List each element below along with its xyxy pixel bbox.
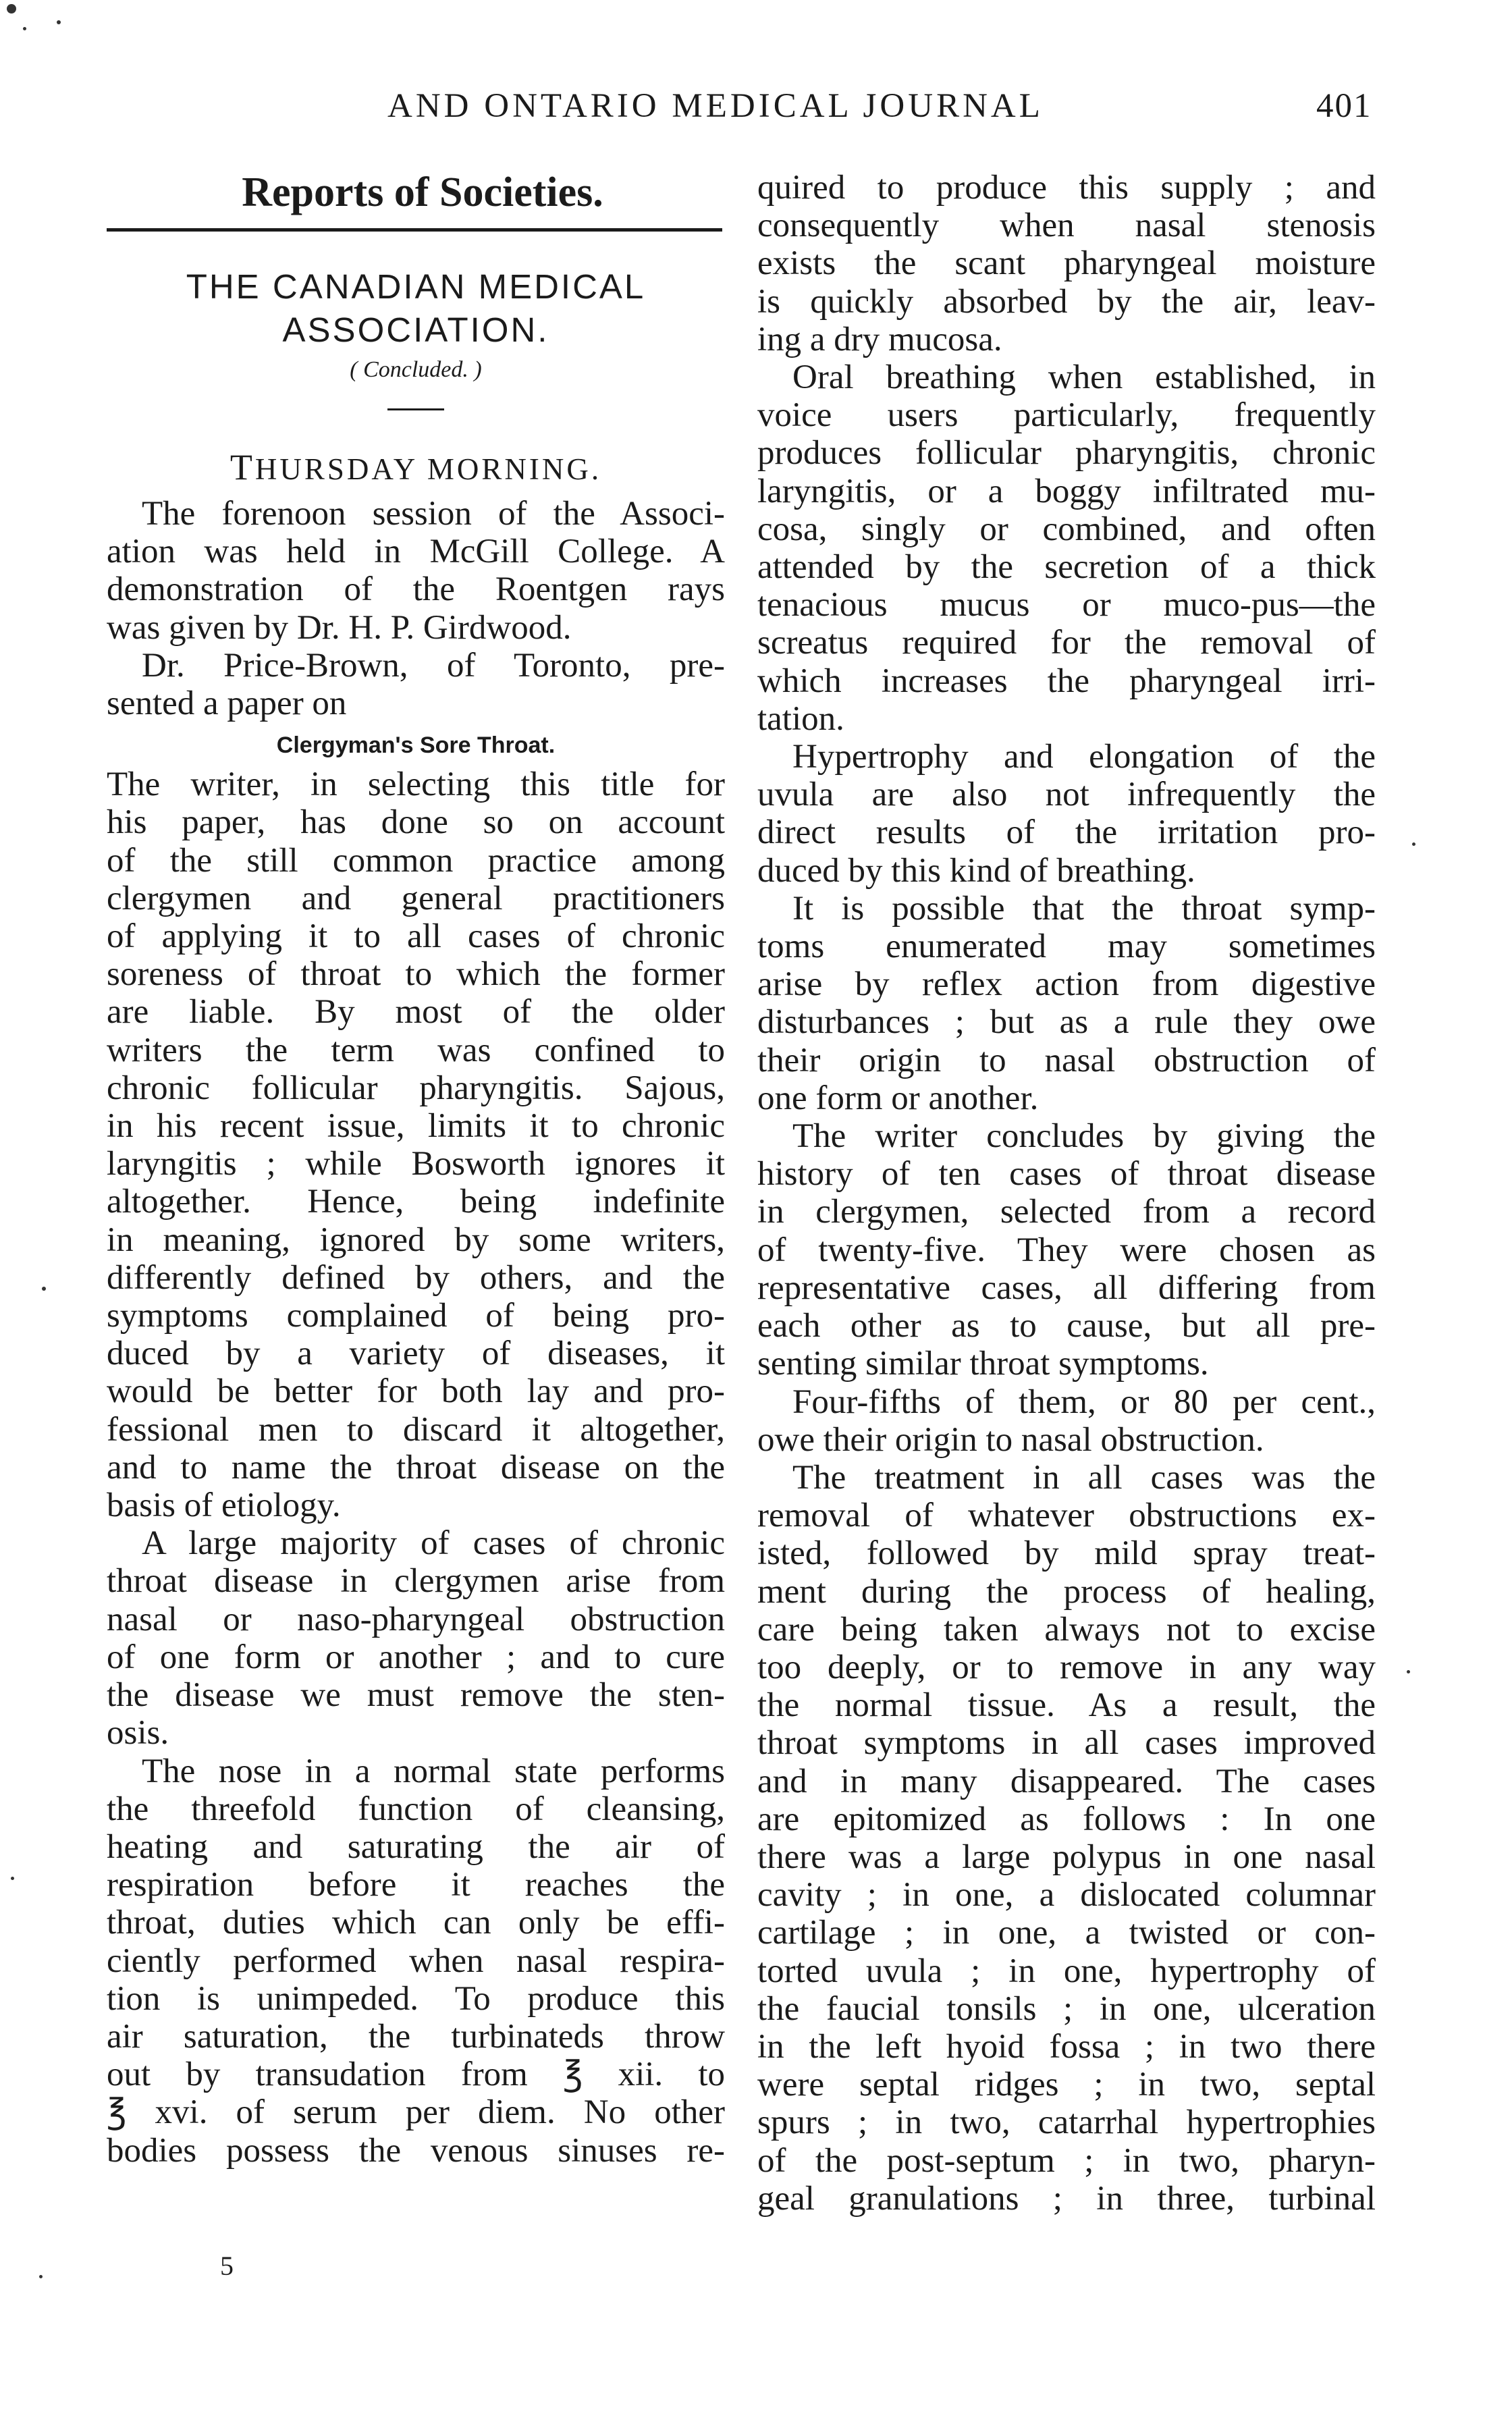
intro-line: was given by Dr. H. P. Girdwood. [107,608,572,647]
intro-paragraphs [107,495,725,722]
body-line: clergymen and general practitioners [107,879,725,917]
body-line: uvula are also not infrequently the [757,776,1376,814]
body-line: throat disease in clergymen arise from [107,1562,725,1601]
body-line: The nose in a normal state performs [142,1752,725,1790]
body-line: produces follicular pharyngitis, chronic [757,434,1376,473]
body-line: the faucial tonsils ; in one, ulceration [757,1989,1376,2028]
body-line: arise by reflex action from digestive [757,965,1376,1004]
body-line: screatus required for the removal of [757,624,1376,662]
body-line: writers the term was confined to [107,1031,725,1069]
body-line: ment during the process of healing, [757,1572,1376,1611]
body-line: duced by this kind of breathing. [757,851,1195,890]
body-line: chronic follicular pharyngitis. Sajous, [107,1069,725,1107]
body-line: history of ten cases of throat disease [757,1155,1376,1194]
body-line: the threefold function of cleansing, [107,1790,725,1828]
body-line: voice users particularly, frequently [757,396,1376,435]
scan-speck [1407,1670,1410,1673]
body-line: were septal ridges ; in two, septal [757,2066,1376,2104]
intro-line: ation was held in McGill College. A [107,533,725,571]
body-line: quired to produce this supply ; and [757,169,1376,207]
body-line: exists the scant pharyngeal moisture [757,244,1376,283]
body-line: Four-fifths of them, or 80 per cent., [792,1383,1376,1421]
scan-speck [23,27,26,30]
body-line: air saturation, the turbinateds throw [107,2017,725,2056]
body-line: laryngitis, or a boggy infiltrated mu- [757,472,1376,510]
scan-speck [11,1877,14,1880]
body-line: It is possible that the throat symp- [792,889,1376,928]
body-line: representative cases, all differing from [757,1268,1376,1307]
body-line: of the post-septum ; in two, pharyn- [757,2141,1376,2180]
body-line: of one form or another ; and to cure [107,1638,725,1676]
body-line: fessional men to discard it altogether, [107,1410,725,1449]
body-line: nasal or naso-pharyngeal obstruction [107,1600,725,1638]
body-line: their origin to nasal obstruction of [757,1041,1376,1079]
body-line: isted, followed by mild spray treat- [757,1534,1376,1573]
body-line: one form or another. [757,1079,1039,1117]
body-line: altogether. Hence, being indefinite [107,1183,725,1221]
body-line: basis of etiology. [107,1486,341,1525]
body-line: The treatment in all cases was the [792,1458,1376,1497]
body-line: respiration before it reaches the [107,1866,725,1904]
body-line: consequently when nasal stenosis [757,207,1376,245]
body-line: would be better for both lay and pro- [107,1372,725,1411]
signature-folio: 5 [220,2251,234,2281]
body-line: tion is unimpeded. To produce this [107,1979,725,2018]
section-rule [107,228,722,232]
body-line: cavity ; in one, a dislocated columnar [757,1876,1376,1914]
body-line: and to name the throat disease on the [107,1448,725,1486]
body-line: which increases the pharyngeal irri- [757,662,1376,700]
body-line: The writer, in selecting this title for [107,766,725,804]
body-line: in meaning, ignored by some writers, [107,1221,725,1259]
scan-speck [39,2275,43,2278]
body-line: symptoms complained of being pro- [107,1297,725,1335]
right-body-text [757,169,1376,2218]
body-line: soreness of throat to which the former [107,955,725,994]
body-line: ing a dry mucosa. [757,320,1002,358]
intro-line: The forenoon session of the Associ- [142,495,725,533]
body-line: osis. [107,1714,169,1752]
body-line: out by transudation from ℥ xii. to [107,2056,725,2094]
body-line: The writer concludes by giving the [792,1117,1376,1156]
paper-title: Clergyman's Sore Throat. [276,732,556,759]
body-line: bodies possess the venous sinuses re- [107,2131,725,2170]
body-line: toms enumerated may sometimes [757,928,1376,966]
body-line: differently defined by others, and the [107,1258,725,1297]
body-line: his paper, has done so on account [107,803,725,842]
body-line: geal granulations ; in three, turbinal [757,2179,1376,2218]
scan-speck [57,20,61,24]
scan-speck [1412,842,1415,846]
left-body-text [107,766,725,2170]
body-line: cosa, singly or combined, and often [757,510,1376,548]
body-line: Hypertrophy and elongation of the [792,738,1376,776]
running-head: AND ONTARIO MEDICAL JOURNAL [387,87,1044,125]
association-heading-line-1: THE CANADIAN MEDICAL [186,267,646,306]
session-heading: THURSDAY MORNING. [230,447,602,487]
body-line: throat, duties which can only be effi- [107,1904,725,1942]
body-line: A large majority of cases of chronic [142,1524,725,1563]
body-line: duced by a variety of diseases, it [107,1335,725,1373]
body-line: in his recent issue, limits it to chronic [107,1107,725,1146]
body-line: care being taken always not to excise [757,1610,1376,1649]
body-line: of twenty-five. They were chosen as [757,1231,1376,1269]
body-line: are epitomized as follows : In one [757,1800,1376,1838]
body-line: ℥ xvi. of serum per diem. No other [107,2093,725,2132]
body-line: the normal tissue. As a result, the [757,1686,1376,1725]
left-column [107,169,725,2170]
body-line: too deeply, or to remove in any way [757,1648,1376,1686]
page-number: 401 [1316,87,1372,125]
section-title: Reports of Societies. [242,169,603,215]
body-line: removal of whatever obstructions ex- [757,1497,1376,1535]
short-divider [387,408,444,410]
body-line: senting similar throat symptoms. [757,1345,1209,1383]
body-line: of applying it to all cases of chronic [107,917,725,956]
body-line: disturbances ; but as a rule they owe [757,1003,1376,1042]
body-line: direct results of the irritation pro- [757,813,1376,852]
body-line: Oral breathing when established, in [792,358,1376,397]
association-heading-line-2: ASSOCIATION. [282,311,549,349]
body-line: owe their origin to nasal obstruction. [757,1420,1264,1459]
body-line: each other as to cause, but all pre- [757,1307,1376,1345]
body-line: of the still common practice among [107,841,725,880]
concluded-note: ( Concluded. ) [350,357,482,382]
body-line: the disease we must remove the sten- [107,1676,725,1715]
body-line: throat symptoms in all cases improved [757,1724,1376,1763]
body-line: torted uvula ; in one, hypertrophy of [757,1952,1376,1990]
intro-line: demonstration of the Roentgen rays [107,570,725,609]
body-line: cartilage ; in one, a twisted or con- [757,1914,1376,1952]
body-line: ciently performed when nasal respira- [107,1941,725,1980]
body-line: are liable. By most of the older [107,993,725,1031]
body-line: and in many disappeared. The cases [757,1762,1376,1800]
body-line: laryngitis ; while Bosworth ignores it [107,1145,725,1183]
body-line: is quickly absorbed by the air, leav- [757,282,1376,321]
body-line: heating and saturating the air of [107,1827,725,1866]
body-line: in clergymen, selected from a record [757,1193,1376,1231]
body-line: in the left hyoid fossa ; in two there [757,2027,1376,2066]
body-line: spurs ; in two, catarrhal hypertrophies [757,2103,1376,2142]
intro-line: sented a paper on [107,685,347,723]
scan-speck [42,1287,46,1291]
scan-speck [7,4,16,14]
body-line: tenacious mucus or muco-pus—the [757,586,1376,624]
body-line: attended by the secretion of a thick [757,548,1376,587]
right-column [757,169,1376,2218]
intro-line: Dr. Price-Brown, of Toronto, pre- [142,646,725,685]
body-line: there was a large polypus in one nasal [757,1838,1376,1876]
body-line: tation. [757,699,844,738]
